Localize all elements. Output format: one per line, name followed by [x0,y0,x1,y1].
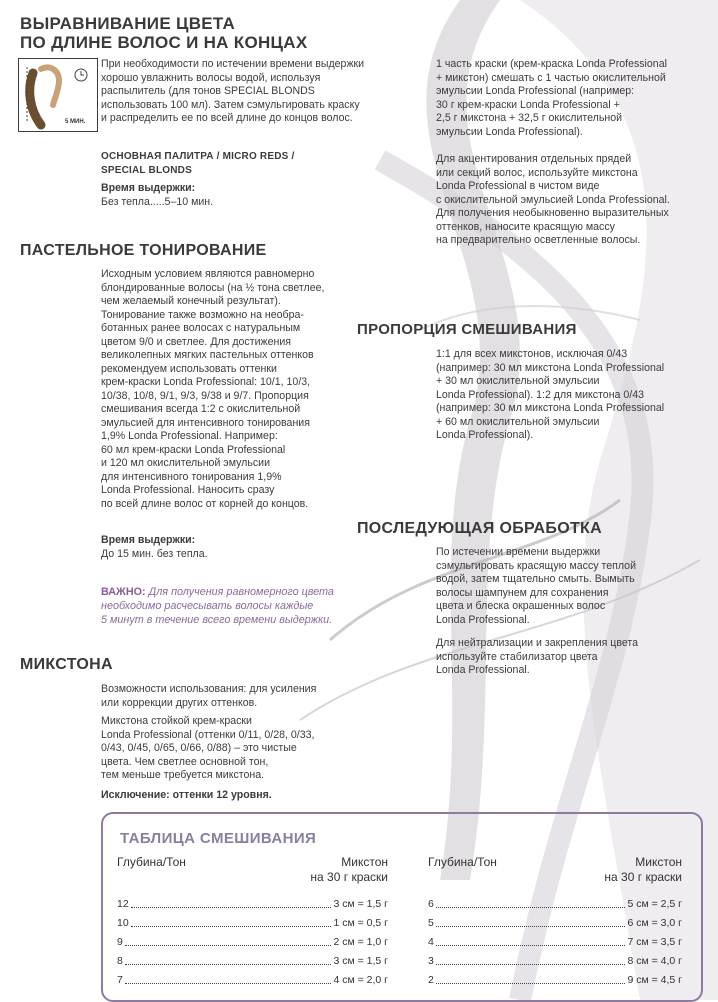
table-row-value: 3 см = 1,5 г [333,898,388,910]
table-row [117,955,388,968]
table-row-value: 8 см = 4,0 г [627,955,682,967]
hair-spray-icon [18,58,98,132]
section5-body1: По истечении времени выдержки сэмульгировать красящую массу теплой водой, затем тщательно смыть. Вымыть волосы шампунем для сохранения цвета и блеска окрашенных волос Londa Professional. [436,546,636,626]
table-row [428,974,682,987]
table-col-depth-left: Глубина/Тон [117,855,186,869]
icon-time-label: 5 МИН. [65,119,86,125]
table-row-leader [436,945,626,946]
mixing-table-title: ТАБЛИЦА СМЕШИВАНИЯ [120,830,317,847]
section-title-pastel-toning: ПАСТЕЛЬНОЕ ТОНИРОВАНИЕ [20,242,267,259]
right-top-body1: 1 часть краски (крем-краска Londa Professional + микстон) смешать с 1 частью окислительной эмульсии Londa Professional (например: 30 г крем-краски Londa Professional + 2,5 г микстона + 32,5 г окислительной эмульсии Londa Professional). [436,58,667,138]
table-row-tone: 9 [117,936,123,948]
table-row-tone: 6 [428,898,434,910]
section4-body: 1:1 для всех микстонов, исключая 0/43 (например: 30 мл микстона Londa Professional + 30 мл окислительной эмульсии Londa Professional). 1:2 для микстона 0/43 (например: 30 мл микстона Londa Professional + 60 мл окислительной эмульсии Londa Professional). [436,348,665,441]
section1-body: При необходимости по истечении времени выдержки хорошо увлажнить волосы водой, используя распылитель (для тонов SPECIAL BLONDS использовать 100 мл). Затем сэмульгировать краску и распределить ее по всей длине до концов волос. [101,58,365,124]
table-row [117,917,388,930]
table-col-mixton-left: Микстон на 30 г краски [310,855,388,884]
table-row-leader [436,964,626,965]
table-col-depth-right: Глубина/Тон [428,855,497,869]
table-row-value: 9 см = 4,5 г [627,974,682,986]
section3-body2: Микстона стойкой крем-краски Londa Professional (оттенки 0/11, 0/28, 0/33, 0/43, 0/45, 0/65, 0/66, 0/88) – это чистые цвета. Чем светлее основной тон, тем меньше требуется микстона. [101,715,315,781]
important-note [101,585,381,627]
table-row-leader [125,983,332,984]
important-label: ВАЖНО: [101,586,146,598]
table-row [428,917,682,930]
table-row-tone: 3 [428,955,434,967]
time-value-2: До 15 мин. без тепла. [101,548,208,560]
section-title-color-evening-line1: ВЫРАВНИВАНИЕ ЦВЕТА [20,14,236,33]
time-label-2: Время выдержки: [101,534,196,546]
table-row [117,974,388,987]
table-row-value: 1 см = 0,5 г [333,917,388,929]
table-row [117,936,388,949]
section-title-mixing-ratio: ПРОПОРЦИЯ СМЕШИВАНИЯ [357,321,577,338]
table-row-tone: 2 [428,974,434,986]
important-text: Для получения равномерного цвета необходимо расчесывать волосы каждые 5 минут в течение всего времени выдержки. [101,586,334,626]
section5-body2: Для нейтрализации и закрепления цвета используйте стабилизатор цвета Londa Professional. [436,637,639,676]
section-title-mixtons: МИКСТОНА [20,656,113,673]
section3-body1: Возможности использования: для усиления или коррекции других оттенков. [101,683,317,709]
table-row-tone: 4 [428,936,434,948]
table-row-tone: 12 [117,898,129,910]
table-row-leader [125,964,332,965]
table-row-tone: 5 [428,917,434,929]
table-row-leader [125,945,332,946]
time-value-1: Без тепла.....5–10 мин. [101,196,214,208]
section3-exception: Исключение: оттенки 12 уровня. [101,789,272,801]
time-label-1: Время выдержки: [101,182,196,194]
table-row [428,936,682,949]
table-row-value: 4 см = 2,0 г [333,974,388,986]
table-row-tone: 10 [117,917,129,929]
table-row-value: 7 см = 3,5 г [627,936,682,948]
table-row [428,955,682,968]
table-row [428,898,682,911]
right-top-body2: Для акцентирования отдельных прядей или секций волос, используйте микстона Londa Professional в чистом виде с окислительной эмульсией Londa Professional. Для получения необыкновенно выразительных оттенков, наносите красящую массу на предварительно осветленные волосы. [436,153,670,246]
table-row-leader [436,983,626,984]
section-title-color-evening-line2: ПО ДЛИНЕ ВОЛОС И НА КОНЦАХ [20,33,308,52]
table-row-leader [131,926,332,927]
table-row-value: 5 см = 2,5 г [627,898,682,910]
table-row-tone: 7 [117,974,123,986]
table-row [117,898,388,911]
table-row-tone: 8 [117,955,123,967]
table-row-value: 6 см = 3,0 г [627,917,682,929]
table-col-mixton-right: Микстон на 30 г краски [604,855,682,884]
table-row-leader [131,907,332,908]
table-row-value: 3 см = 1,5 г [333,955,388,967]
table-row-leader [436,926,626,927]
table-row-value: 2 см = 1,0 г [333,936,388,948]
palette-label: ОСНОВНАЯ ПАЛИТРА / MICRO REDS / SPECIAL BLONDS [101,151,295,176]
section-title-aftercare: ПОСЛЕДУЮЩАЯ ОБРАБОТКА [357,520,602,537]
section2-body: Исходным условием являются равномерно блондированные волосы (на ½ тона светлее, чем желаемый конечный результат). Тонирование также возможно на необра- ботанных ранее волосах с натуральным цветом 9/0 и светлее. Для достижения великолепных мягких пастельных оттенков рекомендуем использовать оттенки крем-краски Londa Professional: 10/1, 10/3, 10/38, 10/8, 9/1, 9/3, 9/38 и 9/7. Пропорция смешивания всегда 1:2 с окислительной эмульсией для интенсивного тонирования 1,9% Londa Professional. Например: 60 мл крем-краски Londa Professional и 120 мл окислительной эмульсии для интенсивного тонирования 1,9% Londa Professional. Наносить сразу по всей длине волос от корней до концов. [101,268,325,510]
table-row-leader [436,907,626,908]
